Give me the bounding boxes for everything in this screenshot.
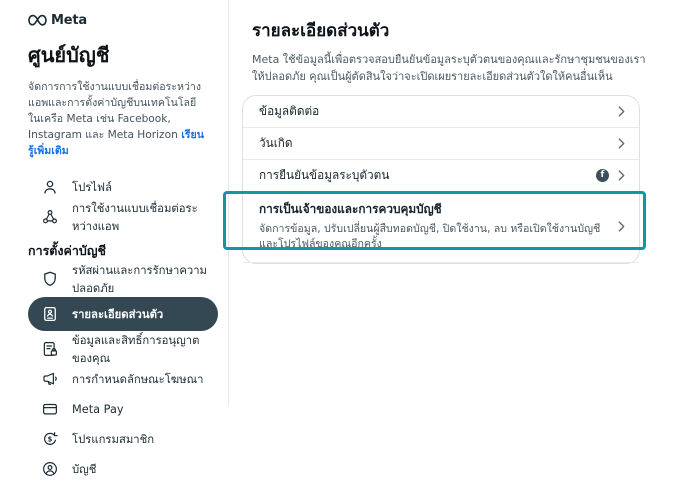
sidebar-item-label: รหัสผ่านและการรักษาความปลอดภัย xyxy=(72,264,208,296)
accounts-center-title: ศูนย์บัญชี xyxy=(28,43,110,67)
row-description: จัดการข้อมูล, ปรับเปลี่ยนผู้สืบทอดบัญชี, ปิดใช้งาน, ลบ หรือเปิดใช้งานบัญชีและโปรไฟล์ของคุณอีกครั้ง xyxy=(259,223,601,251)
sidebar-item-label: Meta Pay xyxy=(72,402,124,416)
page-title: รายละเอียดส่วนตัว xyxy=(252,21,390,41)
chevron-right-icon xyxy=(618,221,625,232)
sidebar-nav xyxy=(28,172,220,484)
row-ownership-control[interactable] xyxy=(243,192,639,263)
sidebar-item-label: ข้อมูลและสิทธิ์การอนุญาตของคุณ xyxy=(72,334,200,366)
credit-card-icon xyxy=(40,399,60,419)
sidebar-item-info-permissions[interactable] xyxy=(28,334,218,364)
row-contact-info[interactable] xyxy=(243,96,639,128)
sidebar-item-label: บัญชี xyxy=(72,463,97,477)
chevron-right-icon xyxy=(618,170,625,181)
sidebar-item-profiles[interactable] xyxy=(28,172,218,202)
sidebar-item-label: การใช้งานแบบเชื่อมต่อระหว่างแอพ xyxy=(72,202,198,234)
chevron-right-icon xyxy=(618,106,625,117)
shield-icon xyxy=(40,269,60,289)
account-settings-section-header: การตั้งค่าบัญชี xyxy=(28,243,106,259)
sidebar-item-subscriptions[interactable] xyxy=(28,424,218,454)
sidebar-item-label: โปรไฟล์ xyxy=(72,181,112,195)
sidebar-item-label: การกำหนดลักษณะโฆษณา xyxy=(72,373,204,387)
sidebar-item-label: รายละเอียดส่วนตัว xyxy=(72,308,164,322)
description-text: จัดการการใช้งานแบบเชื่อมต่อระหว่างแอพและการตั้งค่าบัญชีบนเทคโนโลยีในเครือ Meta เช่น Facebook, Instagram และ Meta Horizon xyxy=(28,81,202,141)
row-identity-confirmation[interactable] xyxy=(243,160,639,192)
row-birthday[interactable] xyxy=(243,128,639,160)
learn-more-link[interactable]: เรียนรู้เพิ่มเติม xyxy=(28,128,204,157)
subscriptions-icon xyxy=(40,429,60,449)
sidebar-item-ad-preferences[interactable] xyxy=(28,364,218,394)
sidebar xyxy=(0,0,228,477)
sidebar-item-connected-experiences[interactable] xyxy=(28,202,218,232)
person-icon xyxy=(40,177,60,197)
row-texts xyxy=(259,200,618,253)
connected-apps-icon xyxy=(40,207,60,227)
page-description: Meta ใช้ข้อมูลนี้เพื่อตรวจสอบยืนยันข้อมูลระบุตัวตนของคุณและรักษาชุมชนของเราให้ปลอดภัย คุณเป็นผู้ตัดสินใจว่าจะเปิดเผยรายละเอียดส่วนตัวใดให้คนอื่นเห็น xyxy=(252,53,646,83)
meta-infinity-icon xyxy=(28,14,47,27)
sidebar-item-personal-details[interactable] xyxy=(28,297,218,331)
row-label: ข้อมูลติดต่อ xyxy=(259,104,320,118)
sidebar-item-password-security[interactable] xyxy=(28,264,218,294)
row-label: การเป็นเจ้าของและการควบคุมบัญชี xyxy=(259,202,442,216)
chevron-right-icon xyxy=(618,138,625,149)
document-lock-icon xyxy=(40,339,60,359)
personal-details-card xyxy=(242,95,640,264)
sidebar-item-label: โปรแกรมสมาชิก xyxy=(72,433,155,447)
sidebar-item-accounts[interactable] xyxy=(28,454,218,484)
meta-logo-text: Meta xyxy=(51,13,87,28)
facebook-icon: f xyxy=(596,169,609,182)
id-card-icon xyxy=(40,304,60,324)
row-label: วันเกิด xyxy=(259,136,293,150)
sidebar-item-meta-pay[interactable] xyxy=(28,394,218,424)
accounts-icon xyxy=(40,459,60,479)
row-label: การยืนยันข้อมูลระบุตัวตน xyxy=(259,168,390,182)
main-panel xyxy=(242,0,652,264)
svg-text:$: $ xyxy=(47,435,53,444)
megaphone-icon xyxy=(40,369,60,389)
meta-logo xyxy=(28,13,228,28)
accounts-center-description xyxy=(28,80,208,159)
sidebar-divider xyxy=(228,0,229,406)
